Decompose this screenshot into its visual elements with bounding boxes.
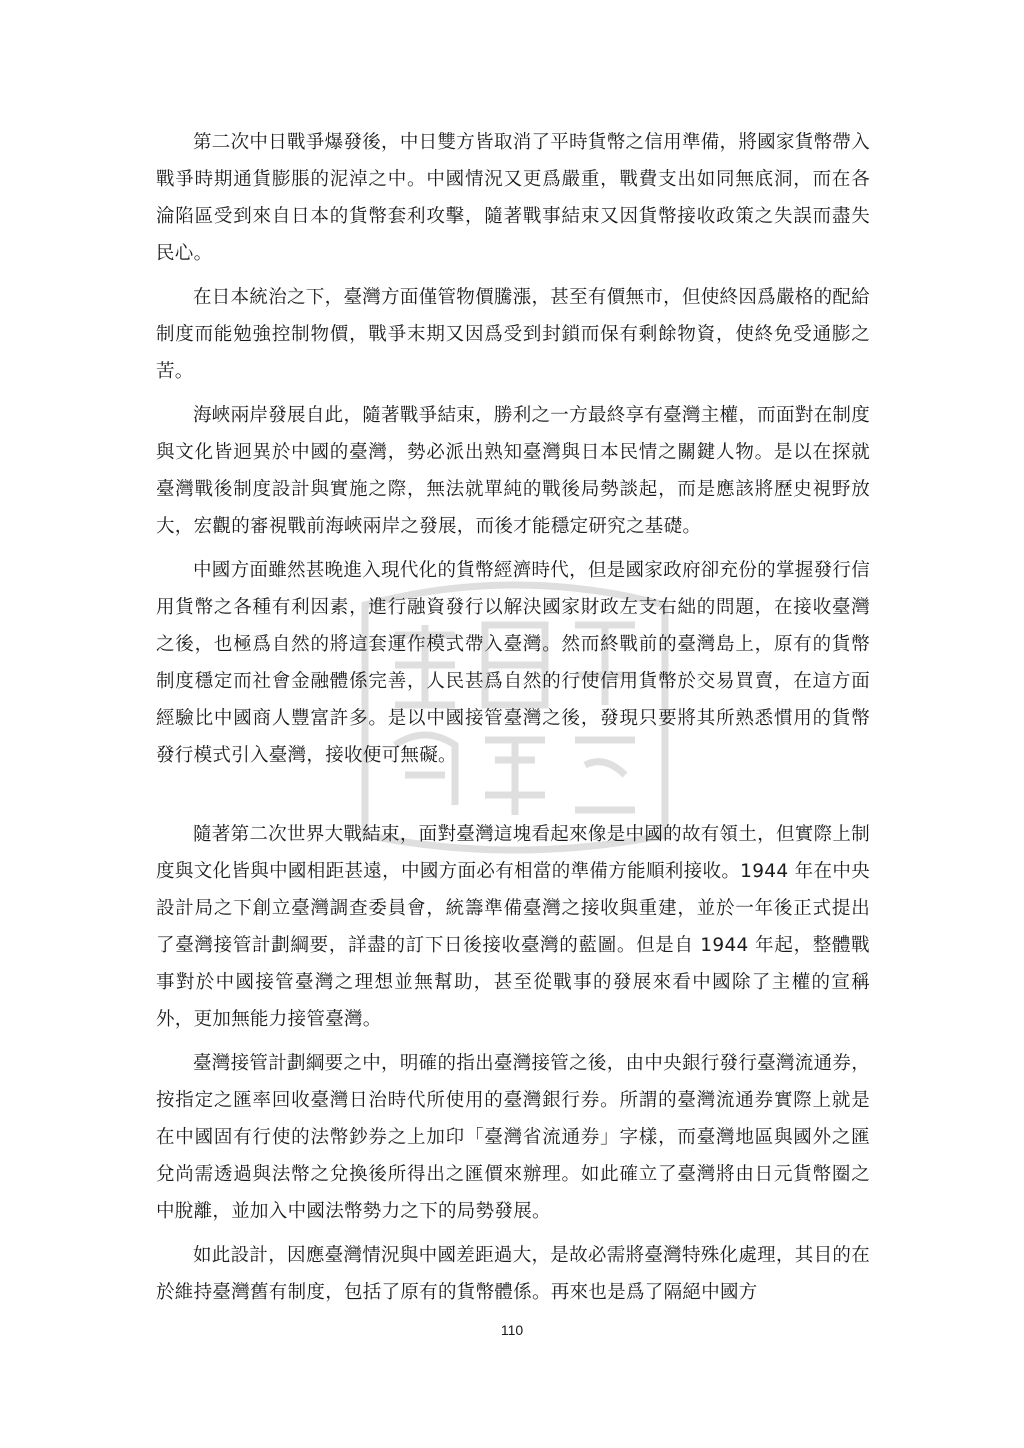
paragraph: 第二次中日戰爭爆發後，中日雙方皆取消了平時貨幣之信用準備，將國家貨幣帶入戰爭時期通貨膨脹的泥淖之中。中國情況又更爲嚴重，戰費支出如同無底洞，而在各淪陷區受到來自日本的貨幣套利攻擊，隨著戰事結束又因貨幣接收政策之失誤而盡失民心。	[156, 132, 870, 264]
paragraph: 隨著第二次世界大戰結束，面對臺灣這塊看起來像是中國的故有領土，但實際上制度與文化皆與中國相距甚遠，中國方面必有相當的準備方能順利接收。1944 年在中央設計局之下創立臺灣調查委員會，統籌準備臺灣之接收與重建，並於一年後正式提出了臺灣接管計劃綱要，詳盡的訂下日後接收臺灣的藍圖。但是自 1944 年起，整體戰事對於中國接管臺灣之理想並無幫助，甚至從戰事的發展來看中國除了主權的宣稱外，更加無能力接管臺灣。	[156, 824, 870, 1030]
document-body	[156, 124, 870, 1311]
paragraph: 如此設計，因應臺灣情況與中國差距過大，是故必需將臺灣特殊化處理，其目的在於維持臺灣舊有制度，包括了原有的貨幣體係。再來也是爲了隔絕中國方	[156, 1245, 870, 1303]
paragraph: 中國方面雖然甚晚進入現代化的貨幣經濟時代，但是國家政府卻充份的掌握發行信用貨幣之各種有利因素，進行融資發行以解決國家財政左支右絀的問題，在接收臺灣之後，也極爲自然的將這套運作模式帶入臺灣。然而終戰前的臺灣島上，原有的貨幣制度穩定而社會金融體係完善，人民甚爲自然的行使信用貨幣於交易買賣，在這方面經驗比中國商人豐富許多。是以中國接管臺灣之後，發現只要將其所熟悉慣用的貨幣發行模式引入臺灣，接收便可無礙。	[156, 560, 870, 766]
paragraph: 海峽兩岸發展自此，隨著戰爭結束，勝利之一方最終享有臺灣主權，而面對在制度與文化皆迥異於中國的臺灣，勢必派出熟知臺灣與日本民情之關鍵人物。是以在探就臺灣戰後制度設計與實施之際，無法就單純的戰後局勢談起，而是應該將歷史視野放大，宏觀的審視戰前海峽兩岸之發展，而後才能穩定研究之基礎。	[156, 405, 870, 537]
section-gap	[156, 774, 870, 816]
paragraph: 臺灣接管計劃綱要之中，明確的指出臺灣接管之後，由中央銀行發行臺灣流通券，按指定之匯率回收臺灣日治時代所使用的臺灣銀行券。所謂的臺灣流通券實際上就是在中國固有行使的法幣鈔券之上加印「臺灣省流通券」字樣，而臺灣地區與國外之匯兌尚需透過與法幣之兌換後所得出之匯價來辦理。如此確立了臺灣將由日元貨幣圈之中脫離，並加入中國法幣勢力之下的局勢發展。	[156, 1053, 870, 1222]
page-number: 110	[500, 1322, 524, 1338]
paragraph: 在日本統治之下，臺灣方面僅管物價騰漲，甚至有價無市，但使終因爲嚴格的配給制度而能勉強控制物價，戰爭末期又因爲受到封鎖而保有剩餘物資，使終免受通膨之苦。	[156, 287, 870, 382]
